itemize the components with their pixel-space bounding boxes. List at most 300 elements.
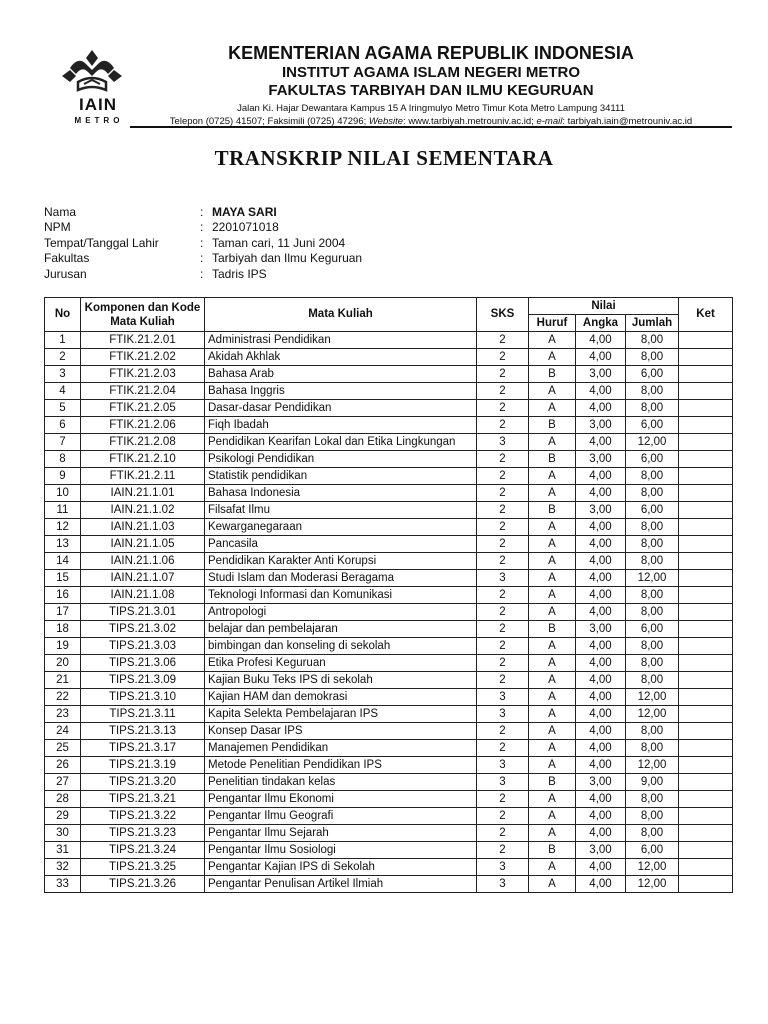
- cell-sks: 2: [477, 791, 529, 808]
- cell-code: FTIK.21.2.01: [81, 332, 205, 349]
- header-huruf: Huruf: [529, 315, 576, 332]
- cell-jumlah: 8,00: [626, 349, 679, 366]
- cell-huruf: A: [529, 587, 576, 604]
- cell-jumlah: 6,00: [626, 502, 679, 519]
- institute-name: INSTITUT AGAMA ISLAM NEGERI METRO: [281, 64, 581, 81]
- cell-code: IAIN.21.1.03: [81, 519, 205, 536]
- cell-huruf: A: [529, 332, 576, 349]
- cell-huruf: A: [529, 723, 576, 740]
- cell-huruf: A: [529, 553, 576, 570]
- cell-huruf: A: [529, 383, 576, 400]
- cell-ket: [679, 604, 733, 621]
- cell-huruf: A: [529, 808, 576, 825]
- cell-course: Kajian HAM dan demokrasi: [205, 689, 477, 706]
- phone-fax: Telepon (0725) 41507; Faksimili (0725) 47296;: [169, 116, 367, 127]
- cell-ket: [679, 349, 733, 366]
- cell-sks: 2: [477, 655, 529, 672]
- cell-code: TIPS.21.3.06: [81, 655, 205, 672]
- cell-no: 29: [45, 808, 81, 825]
- cell-ket: [679, 366, 733, 383]
- cell-jumlah: 6,00: [626, 366, 679, 383]
- table-row: [45, 774, 733, 791]
- cell-jumlah: 8,00: [626, 383, 679, 400]
- cell-ket: [679, 791, 733, 808]
- cell-huruf: A: [529, 876, 576, 893]
- colon: :: [200, 220, 204, 235]
- cell-jumlah: 12,00: [626, 706, 679, 723]
- cell-jumlah: 6,00: [626, 621, 679, 638]
- cell-course: Teknologi Informasi dan Komunikasi: [205, 587, 477, 604]
- header-sks: SKS: [477, 298, 529, 332]
- student-npm: 2201071018: [212, 220, 279, 235]
- table-row: [45, 638, 733, 655]
- iain-logo: [56, 46, 128, 128]
- cell-jumlah: 8,00: [626, 553, 679, 570]
- cell-angka: 4,00: [576, 536, 626, 553]
- cell-code: FTIK.21.2.06: [81, 417, 205, 434]
- header-course: Mata Kuliah: [205, 298, 477, 332]
- cell-no: 19: [45, 638, 81, 655]
- cell-sks: 2: [477, 349, 529, 366]
- table-header-row: [45, 298, 733, 315]
- cell-sks: 2: [477, 553, 529, 570]
- cell-no: 9: [45, 468, 81, 485]
- cell-code: IAIN.21.1.08: [81, 587, 205, 604]
- table-row: [45, 757, 733, 774]
- cell-jumlah: 8,00: [626, 655, 679, 672]
- cell-ket: [679, 808, 733, 825]
- table-row: [45, 434, 733, 451]
- student-faculty: Tarbiyah dan Ilmu Keguruan: [212, 251, 363, 266]
- cell-huruf: A: [529, 689, 576, 706]
- cell-sks: 2: [477, 536, 529, 553]
- cell-huruf: A: [529, 570, 576, 587]
- table-row: [45, 740, 733, 757]
- colon: :: [200, 235, 204, 250]
- info-row-npm: [44, 220, 362, 235]
- cell-angka: 4,00: [576, 383, 626, 400]
- cell-course: Kapita Selekta Pembelajaran IPS: [205, 706, 477, 723]
- table-row: [45, 689, 733, 706]
- cell-jumlah: 12,00: [626, 689, 679, 706]
- cell-course: Statistik pendidikan: [205, 468, 477, 485]
- cell-jumlah: 8,00: [626, 485, 679, 502]
- table-row: [45, 519, 733, 536]
- cell-huruf: B: [529, 774, 576, 791]
- cell-ket: [679, 434, 733, 451]
- cell-code: FTIK.21.2.03: [81, 366, 205, 383]
- cell-huruf: A: [529, 655, 576, 672]
- cell-ket: [679, 570, 733, 587]
- cell-sks: 3: [477, 689, 529, 706]
- cell-jumlah: 12,00: [626, 757, 679, 774]
- cell-ket: [679, 842, 733, 859]
- cell-huruf: A: [529, 740, 576, 757]
- cell-ket: [679, 672, 733, 689]
- cell-no: 32: [45, 859, 81, 876]
- cell-angka: 4,00: [576, 808, 626, 825]
- cell-ket: [679, 859, 733, 876]
- cell-huruf: B: [529, 417, 576, 434]
- cell-no: 14: [45, 553, 81, 570]
- cell-angka: 4,00: [576, 519, 626, 536]
- cell-huruf: A: [529, 706, 576, 723]
- cell-sks: 2: [477, 587, 529, 604]
- cell-angka: 4,00: [576, 553, 626, 570]
- faculty-label: Fakultas: [44, 251, 90, 266]
- cell-course: Fiqh Ibadah: [205, 417, 477, 434]
- cell-sks: 3: [477, 434, 529, 451]
- logo-subtext: METRO: [74, 116, 124, 125]
- email: : tarbiyah.iain@metrouniv.ac.id: [562, 116, 693, 127]
- table-row: [45, 451, 733, 468]
- cell-no: 33: [45, 876, 81, 893]
- cell-jumlah: 8,00: [626, 536, 679, 553]
- cell-course: Studi Islam dan Moderasi Beragama: [205, 570, 477, 587]
- info-row-birth: [44, 236, 362, 251]
- cell-course: belajar dan pembelajaran: [205, 621, 477, 638]
- cell-huruf: A: [529, 536, 576, 553]
- cell-no: 11: [45, 502, 81, 519]
- cell-code: TIPS.21.3.17: [81, 740, 205, 757]
- cell-course: Metode Penelitian Pendidikan IPS: [205, 757, 477, 774]
- cell-angka: 4,00: [576, 604, 626, 621]
- letterhead-text: [130, 42, 732, 128]
- cell-ket: [679, 876, 733, 893]
- cell-ket: [679, 621, 733, 638]
- cell-sks: 2: [477, 451, 529, 468]
- cell-ket: [679, 774, 733, 791]
- table-row: [45, 876, 733, 893]
- birth-label: Tempat/Tanggal Lahir: [44, 235, 159, 250]
- letterhead-divider: [130, 126, 732, 128]
- cell-ket: [679, 757, 733, 774]
- cell-ket: [679, 587, 733, 604]
- cell-ket: [679, 825, 733, 842]
- npm-label: NPM: [44, 220, 71, 235]
- cell-course: Kewarganegaraan: [205, 519, 477, 536]
- info-row-major: [44, 267, 362, 282]
- cell-jumlah: 6,00: [626, 417, 679, 434]
- cell-code: TIPS.21.3.26: [81, 876, 205, 893]
- cell-ket: [679, 332, 733, 349]
- table-row: [45, 366, 733, 383]
- cell-angka: 3,00: [576, 842, 626, 859]
- cell-no: 6: [45, 417, 81, 434]
- name-label: Nama: [44, 205, 77, 219]
- cell-course: Pendidikan Kearifan Lokal dan Etika Lingkungan: [205, 434, 477, 451]
- cell-code: IAIN.21.1.02: [81, 502, 205, 519]
- cell-code: TIPS.21.3.19: [81, 757, 205, 774]
- cell-sks: 3: [477, 876, 529, 893]
- cell-angka: 4,00: [576, 638, 626, 655]
- header-angka: Angka: [576, 315, 626, 332]
- cell-sks: 3: [477, 859, 529, 876]
- cell-huruf: A: [529, 400, 576, 417]
- cell-huruf: A: [529, 519, 576, 536]
- cell-course: Antropologi: [205, 604, 477, 621]
- info-row-name: [44, 205, 362, 220]
- cell-code: IAIN.21.1.05: [81, 536, 205, 553]
- cell-no: 10: [45, 485, 81, 502]
- cell-no: 4: [45, 383, 81, 400]
- cell-no: 2: [45, 349, 81, 366]
- cell-angka: 4,00: [576, 672, 626, 689]
- cell-huruf: A: [529, 349, 576, 366]
- cell-sks: 2: [477, 672, 529, 689]
- cell-no: 28: [45, 791, 81, 808]
- cell-angka: 4,00: [576, 587, 626, 604]
- cell-jumlah: 8,00: [626, 332, 679, 349]
- cell-angka: 4,00: [576, 757, 626, 774]
- cell-ket: [679, 485, 733, 502]
- cell-jumlah: 8,00: [626, 825, 679, 842]
- cell-angka: 4,00: [576, 859, 626, 876]
- cell-course: Filsafat Ilmu: [205, 502, 477, 519]
- cell-angka: 4,00: [576, 825, 626, 842]
- cell-code: TIPS.21.3.02: [81, 621, 205, 638]
- table-row: [45, 655, 733, 672]
- cell-jumlah: 12,00: [626, 434, 679, 451]
- cell-ket: [679, 536, 733, 553]
- cell-angka: 4,00: [576, 570, 626, 587]
- table-row: [45, 468, 733, 485]
- cell-course: Dasar-dasar Pendidikan: [205, 400, 477, 417]
- cell-jumlah: 12,00: [626, 876, 679, 893]
- colon: :: [200, 266, 204, 281]
- cell-code: TIPS.21.3.21: [81, 791, 205, 808]
- table-row: [45, 570, 733, 587]
- logo-text: IAIN: [79, 95, 117, 114]
- cell-code: FTIK.21.2.10: [81, 451, 205, 468]
- cell-code: FTIK.21.2.04: [81, 383, 205, 400]
- cell-huruf: B: [529, 502, 576, 519]
- cell-course: Akidah Akhlak: [205, 349, 477, 366]
- cell-jumlah: 6,00: [626, 451, 679, 468]
- cell-huruf: A: [529, 604, 576, 621]
- cell-huruf: A: [529, 859, 576, 876]
- cell-angka: 3,00: [576, 502, 626, 519]
- cell-angka: 4,00: [576, 434, 626, 451]
- table-row: [45, 332, 733, 349]
- cell-no: 22: [45, 689, 81, 706]
- cell-angka: 4,00: [576, 485, 626, 502]
- cell-course: Manajemen Pendidikan: [205, 740, 477, 757]
- grades-table: [44, 297, 733, 893]
- table-row: [45, 502, 733, 519]
- cell-course: Penelitian tindakan kelas: [205, 774, 477, 791]
- cell-code: IAIN.21.1.07: [81, 570, 205, 587]
- cell-sks: 2: [477, 723, 529, 740]
- table-row: [45, 587, 733, 604]
- cell-ket: [679, 451, 733, 468]
- document-title: TRANSKRIP NILAI SEMENTARA: [214, 146, 554, 170]
- table-row: [45, 621, 733, 638]
- student-name: MAYA SARI: [212, 205, 277, 219]
- cell-huruf: B: [529, 366, 576, 383]
- header-code: Komponen dan Kode Mata Kuliah: [81, 298, 205, 332]
- cell-no: 13: [45, 536, 81, 553]
- cell-angka: 4,00: [576, 655, 626, 672]
- cell-sks: 2: [477, 825, 529, 842]
- cell-no: 5: [45, 400, 81, 417]
- cell-sks: 2: [477, 740, 529, 757]
- cell-angka: 4,00: [576, 740, 626, 757]
- table-row: [45, 723, 733, 740]
- cell-code: TIPS.21.3.09: [81, 672, 205, 689]
- cell-course: Etika Profesi Keguruan: [205, 655, 477, 672]
- cell-no: 12: [45, 519, 81, 536]
- cell-sks: 2: [477, 638, 529, 655]
- cell-jumlah: 12,00: [626, 859, 679, 876]
- table-row: [45, 825, 733, 842]
- website-label: Website: [368, 116, 404, 127]
- cell-course: Bahasa Inggris: [205, 383, 477, 400]
- cell-huruf: B: [529, 451, 576, 468]
- cell-jumlah: 6,00: [626, 842, 679, 859]
- cell-no: 20: [45, 655, 81, 672]
- cell-no: 3: [45, 366, 81, 383]
- cell-course: Konsep Dasar IPS: [205, 723, 477, 740]
- header-no: No: [45, 298, 81, 332]
- cell-code: IAIN.21.1.01: [81, 485, 205, 502]
- cell-sks: 2: [477, 842, 529, 859]
- cell-jumlah: 8,00: [626, 638, 679, 655]
- cell-jumlah: 8,00: [626, 587, 679, 604]
- student-birth: Taman cari, 11 Juni 2004: [212, 235, 346, 250]
- table-row: [45, 672, 733, 689]
- cell-ket: [679, 740, 733, 757]
- cell-no: 7: [45, 434, 81, 451]
- cell-no: 15: [45, 570, 81, 587]
- cell-jumlah: 12,00: [626, 570, 679, 587]
- cell-no: 18: [45, 621, 81, 638]
- cell-sks: 2: [477, 366, 529, 383]
- cell-angka: 3,00: [576, 774, 626, 791]
- cell-angka: 3,00: [576, 451, 626, 468]
- cell-jumlah: 8,00: [626, 808, 679, 825]
- table-row: [45, 706, 733, 723]
- cell-code: TIPS.21.3.10: [81, 689, 205, 706]
- cell-jumlah: 8,00: [626, 791, 679, 808]
- header-ket: Ket: [679, 298, 733, 332]
- cell-sks: 3: [477, 774, 529, 791]
- cell-angka: 4,00: [576, 876, 626, 893]
- table-row: [45, 400, 733, 417]
- table-row: [45, 553, 733, 570]
- cell-course: Administrasi Pendidikan: [205, 332, 477, 349]
- cell-sks: 2: [477, 332, 529, 349]
- cell-angka: 4,00: [576, 400, 626, 417]
- cell-no: 25: [45, 740, 81, 757]
- cell-code: FTIK.21.2.11: [81, 468, 205, 485]
- email-label: e-mail: [536, 116, 563, 127]
- cell-huruf: A: [529, 825, 576, 842]
- cell-huruf: A: [529, 485, 576, 502]
- cell-no: 26: [45, 757, 81, 774]
- colon: :: [200, 205, 204, 219]
- cell-course: bimbingan dan konseling di sekolah: [205, 638, 477, 655]
- cell-angka: 4,00: [576, 706, 626, 723]
- cell-ket: [679, 723, 733, 740]
- table-row: [45, 791, 733, 808]
- cell-no: 16: [45, 587, 81, 604]
- cell-ket: [679, 468, 733, 485]
- ministry-name: KEMENTERIAN AGAMA REPUBLIK INDONESIA: [228, 43, 634, 63]
- cell-sks: 3: [477, 706, 529, 723]
- cell-huruf: A: [529, 468, 576, 485]
- cell-sks: 2: [477, 383, 529, 400]
- cell-code: TIPS.21.3.03: [81, 638, 205, 655]
- cell-ket: [679, 400, 733, 417]
- letterhead: [44, 40, 732, 128]
- cell-huruf: A: [529, 672, 576, 689]
- cell-no: 17: [45, 604, 81, 621]
- cell-code: TIPS.21.3.20: [81, 774, 205, 791]
- cell-code: TIPS.21.3.11: [81, 706, 205, 723]
- cell-course: Pengantar Kajian IPS di Sekolah: [205, 859, 477, 876]
- cell-jumlah: 8,00: [626, 519, 679, 536]
- cell-jumlah: 8,00: [626, 740, 679, 757]
- cell-code: TIPS.21.3.25: [81, 859, 205, 876]
- cell-sks: 3: [477, 570, 529, 587]
- cell-angka: 3,00: [576, 417, 626, 434]
- cell-code: FTIK.21.2.08: [81, 434, 205, 451]
- cell-course: Pengantar Ilmu Sosiologi: [205, 842, 477, 859]
- cell-code: TIPS.21.3.22: [81, 808, 205, 825]
- cell-angka: 4,00: [576, 791, 626, 808]
- major-label: Jurusan: [44, 266, 87, 281]
- cell-angka: 4,00: [576, 349, 626, 366]
- cell-no: 27: [45, 774, 81, 791]
- cell-ket: [679, 553, 733, 570]
- cell-ket: [679, 638, 733, 655]
- cell-huruf: A: [529, 791, 576, 808]
- cell-angka: 3,00: [576, 621, 626, 638]
- website: : www.tarbiyah.metrouniv.ac.id;: [403, 116, 534, 127]
- cell-course: Pancasila: [205, 536, 477, 553]
- cell-sks: 2: [477, 468, 529, 485]
- cell-code: FTIK.21.2.05: [81, 400, 205, 417]
- address: Jalan Ki. Hajar Dewantara Kampus 15 A Iringmulyo Metro Timur Kota Metro Lampung 34111: [237, 103, 625, 114]
- cell-jumlah: 8,00: [626, 604, 679, 621]
- cell-sks: 2: [477, 400, 529, 417]
- cell-ket: [679, 383, 733, 400]
- cell-sks: 3: [477, 757, 529, 774]
- cell-course: Psikologi Pendidikan: [205, 451, 477, 468]
- table-row: [45, 485, 733, 502]
- cell-no: 30: [45, 825, 81, 842]
- cell-angka: 4,00: [576, 332, 626, 349]
- cell-sks: 2: [477, 485, 529, 502]
- table-row: [45, 349, 733, 366]
- table-row: [45, 808, 733, 825]
- cell-ket: [679, 417, 733, 434]
- cell-ket: [679, 655, 733, 672]
- cell-no: 24: [45, 723, 81, 740]
- cell-jumlah: 8,00: [626, 723, 679, 740]
- cell-ket: [679, 502, 733, 519]
- cell-huruf: A: [529, 638, 576, 655]
- cell-no: 21: [45, 672, 81, 689]
- cell-course: Pengantar Ilmu Geografi: [205, 808, 477, 825]
- faculty-name: FAKULTAS TARBIYAH DAN ILMU KEGURUAN: [268, 82, 594, 99]
- cell-ket: [679, 706, 733, 723]
- cell-sks: 2: [477, 621, 529, 638]
- grades-body: [45, 332, 733, 893]
- cell-sks: 2: [477, 808, 529, 825]
- cell-ket: [679, 689, 733, 706]
